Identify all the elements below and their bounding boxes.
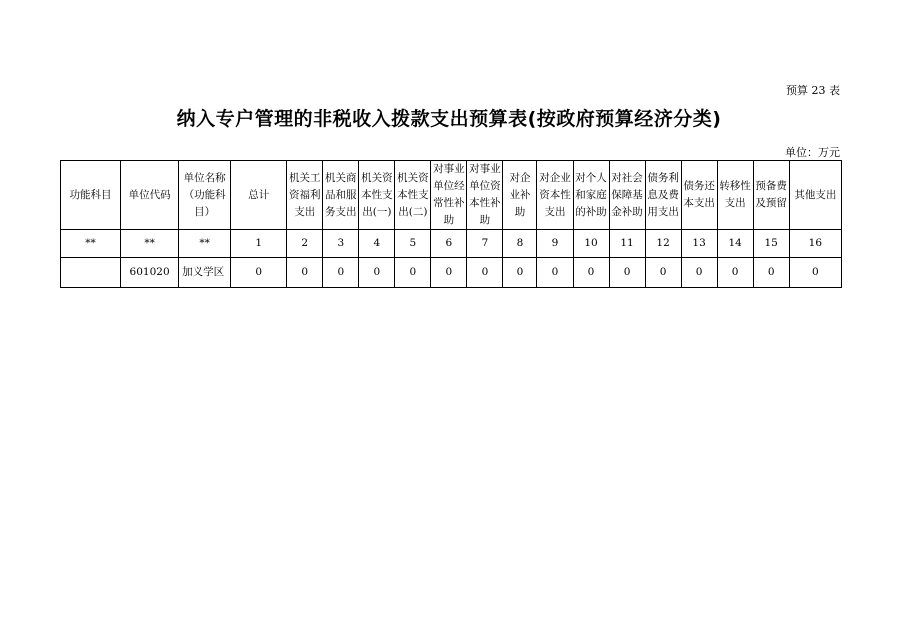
value-cell: 0	[537, 258, 573, 288]
unit-name-cell: 加义学区	[179, 258, 231, 288]
value-cell: 0	[395, 258, 431, 288]
index-cell: **	[61, 230, 121, 258]
value-cell: 0	[789, 258, 841, 288]
header-cell: 机关工资福利支出	[287, 161, 323, 230]
header-cell: 对社会保障基金补助	[609, 161, 645, 230]
index-cell: 6	[431, 230, 467, 258]
value-cell: 0	[431, 258, 467, 288]
value-cell: 0	[323, 258, 359, 288]
budget-table	[60, 160, 842, 288]
index-cell: 15	[753, 230, 789, 258]
header-cell: 单位名称（功能科目）	[179, 161, 231, 230]
index-cell: 12	[645, 230, 681, 258]
header-cell: 机关商品和服务支出	[323, 161, 359, 230]
value-cell: 0	[717, 258, 753, 288]
value-cell: 0	[753, 258, 789, 288]
index-cell: 1	[231, 230, 287, 258]
value-cell: 0	[681, 258, 717, 288]
index-cell: 3	[323, 230, 359, 258]
header-cell: 对事业单位经常性补助	[431, 161, 467, 230]
index-cell: 4	[359, 230, 395, 258]
index-cell: 8	[503, 230, 537, 258]
index-cell: 14	[717, 230, 753, 258]
table-number: 预算 23 表	[786, 84, 840, 97]
value-cell: 0	[609, 258, 645, 288]
value-cell: 0	[645, 258, 681, 288]
value-cell: 0	[359, 258, 395, 288]
header-cell: 转移性支出	[717, 161, 753, 230]
index-cell: 11	[609, 230, 645, 258]
header-cell: 债务还本支出	[681, 161, 717, 230]
unit-code-cell: 601020	[121, 258, 179, 288]
value-cell: 0	[573, 258, 609, 288]
unit-label: 单位：万元	[785, 146, 840, 159]
index-cell: 7	[467, 230, 503, 258]
header-cell: 其他支出	[789, 161, 841, 230]
function-subject-cell	[61, 258, 121, 288]
value-cell: 0	[287, 258, 323, 288]
total-cell: 0	[231, 258, 287, 288]
header-cell: 对企业补助	[503, 161, 537, 230]
header-cell: 功能科目	[61, 161, 121, 230]
value-cell: 0	[503, 258, 537, 288]
index-cell: **	[121, 230, 179, 258]
index-cell: 10	[573, 230, 609, 258]
page-title: 纳入专户管理的非税收入拨款支出预算表(按政府预算经济分类)	[176, 108, 722, 130]
header-cell: 债务利息及费用支出	[645, 161, 681, 230]
index-cell: 16	[789, 230, 841, 258]
table-row	[61, 258, 842, 288]
header-cell: 对个人和家庭的补助	[573, 161, 609, 230]
index-cell: 5	[395, 230, 431, 258]
index-row	[61, 230, 842, 258]
header-cell: 预备费及预留	[753, 161, 789, 230]
header-cell: 机关资本性支出(一)	[359, 161, 395, 230]
header-cell: 对企业资本性支出	[537, 161, 573, 230]
value-cell: 0	[467, 258, 503, 288]
index-cell: **	[179, 230, 231, 258]
header-cell: 总计	[231, 161, 287, 230]
index-cell: 13	[681, 230, 717, 258]
header-cell: 对事业单位资本性补助	[467, 161, 503, 230]
index-cell: 9	[537, 230, 573, 258]
header-row	[61, 161, 842, 230]
header-cell: 机关资本性支出(二)	[395, 161, 431, 230]
index-cell: 2	[287, 230, 323, 258]
header-cell: 单位代码	[121, 161, 179, 230]
